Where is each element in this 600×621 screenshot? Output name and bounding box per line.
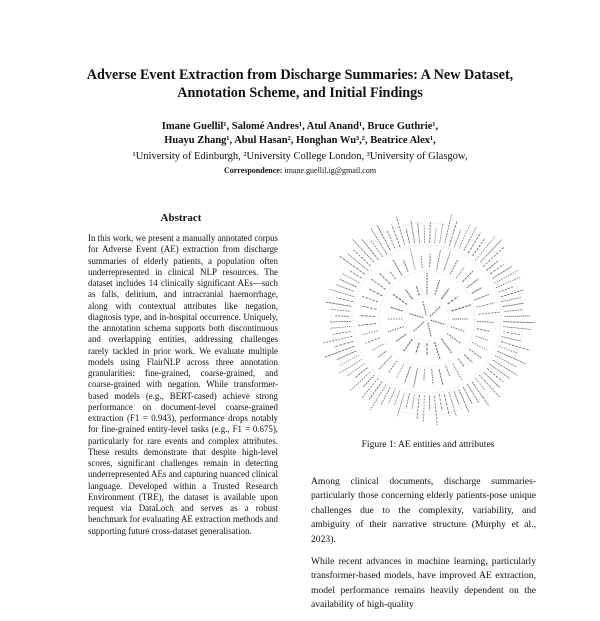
radial-label-mark-64 bbox=[479, 312, 500, 314]
radial-label-mark-128 bbox=[377, 225, 391, 251]
radial-label-mark-98 bbox=[362, 378, 378, 397]
radial-label-mark-42 bbox=[358, 324, 376, 326]
radial-label-mark-100 bbox=[350, 372, 371, 391]
radial-label-mark-40 bbox=[366, 338, 380, 344]
radial-label-mark-114 bbox=[326, 302, 351, 306]
radial-label-mark-23 bbox=[476, 336, 488, 340]
radial-label-mark-17 bbox=[435, 280, 440, 294]
radial-label-mark-160 bbox=[503, 322, 534, 323]
radial-label-mark-88 bbox=[423, 396, 424, 421]
author-list bbox=[40, 120, 560, 147]
radial-label-mark-49 bbox=[389, 271, 395, 279]
radial-label-mark-151 bbox=[493, 266, 512, 278]
radial-label-mark-38 bbox=[378, 351, 387, 358]
radial-label-mark-47 bbox=[371, 279, 385, 289]
radial-label-mark-153 bbox=[496, 277, 520, 288]
radial-label-mark-125 bbox=[362, 239, 379, 259]
abstract-heading: Abstract bbox=[88, 212, 274, 224]
radial-label-mark-122 bbox=[348, 254, 369, 271]
radial-label-mark-68 bbox=[501, 342, 530, 351]
radial-label-mark-78 bbox=[472, 382, 489, 405]
radial-label-mark-79 bbox=[467, 384, 479, 403]
radial-label-mark-12 bbox=[390, 307, 402, 311]
radial-label-mark-31 bbox=[432, 369, 433, 385]
correspondence-label: Correspondence: bbox=[224, 166, 283, 175]
figure-caption: Figure 1: AE entities and attributes bbox=[300, 440, 556, 450]
radial-center-mark-2 bbox=[428, 323, 431, 337]
radial-label-mark-91 bbox=[406, 393, 410, 408]
radial-center-mark-4 bbox=[410, 314, 423, 318]
radial-label-mark-118 bbox=[340, 279, 357, 287]
radial-label-mark-21 bbox=[477, 322, 494, 323]
radial-label-mark-134 bbox=[418, 222, 420, 243]
radial-label-mark-126 bbox=[370, 239, 382, 256]
radial-label-mark-133 bbox=[411, 221, 415, 243]
radial-label-mark-110 bbox=[330, 326, 350, 328]
radial-label-mark-34 bbox=[405, 366, 411, 382]
introduction-text bbox=[311, 475, 536, 621]
radial-label-mark-94 bbox=[388, 389, 395, 404]
radial-label-mark-26 bbox=[464, 355, 472, 363]
ae-entities-radial-diagram bbox=[316, 208, 538, 430]
correspondence-email[interactable]: imane.guellil.ig@gmail.com bbox=[284, 166, 376, 175]
radial-label-mark-60 bbox=[467, 279, 479, 288]
radial-label-mark-45 bbox=[362, 296, 378, 301]
radial-label-mark-27 bbox=[458, 359, 464, 367]
correspondence bbox=[40, 166, 560, 176]
radial-label-mark-10 bbox=[388, 327, 404, 332]
radial-label-mark-92 bbox=[397, 393, 404, 416]
radial-label-mark-24 bbox=[472, 342, 487, 350]
radial-label-mark-84 bbox=[444, 394, 449, 415]
affiliations: ¹University of Edinburgh, ²University College London, ³University of Glasgow, bbox=[40, 150, 560, 163]
radial-label-mark-2 bbox=[451, 327, 466, 332]
radial-center-mark-1 bbox=[431, 320, 444, 324]
title-line-2: Annotation Scheme, and Initial Findings bbox=[40, 84, 560, 102]
radial-label-mark-32 bbox=[424, 370, 425, 381]
radial-label-mark-51 bbox=[404, 260, 409, 271]
authors-line-2: Huayu Zhang¹, Abul Hasan², Honghan Wu³,², Beatrice Alex¹, bbox=[40, 134, 560, 148]
paper-title bbox=[40, 66, 560, 102]
radial-label-mark-46 bbox=[369, 289, 383, 296]
radial-label-mark-58 bbox=[456, 267, 464, 278]
radial-label-mark-109 bbox=[333, 331, 350, 334]
radial-label-mark-18 bbox=[441, 289, 449, 300]
radial-label-mark-4 bbox=[441, 339, 451, 353]
radial-label-mark-61 bbox=[472, 288, 482, 294]
radial-label-mark-69 bbox=[499, 346, 517, 353]
radial-label-mark-137 bbox=[435, 227, 437, 243]
radial-label-mark-56 bbox=[444, 251, 451, 271]
radial-label-mark-14 bbox=[406, 290, 413, 299]
radial-label-mark-9 bbox=[396, 334, 406, 341]
radial-label-mark-74 bbox=[487, 368, 503, 381]
radial-label-mark-132 bbox=[406, 229, 409, 244]
radial-label-mark-70 bbox=[497, 351, 526, 364]
radial-label-mark-13 bbox=[393, 294, 407, 304]
radial-label-mark-89 bbox=[417, 395, 419, 420]
radial-label-mark-66 bbox=[503, 332, 520, 335]
radial-label-mark-22 bbox=[477, 329, 489, 331]
radial-label-mark-152 bbox=[494, 270, 518, 283]
radial-label-mark-142 bbox=[459, 225, 470, 248]
radial-label-mark-158 bbox=[505, 310, 523, 312]
radial-label-mark-103 bbox=[339, 359, 362, 373]
radial-label-mark-111 bbox=[330, 321, 351, 322]
radial-label-mark-143 bbox=[464, 227, 477, 251]
radial-label-mark-39 bbox=[373, 344, 384, 350]
authors-line-1: Imane Guellil¹, Salomé Andres¹, Atul Anand¹, Bruce Guthrie¹, bbox=[40, 120, 560, 134]
radial-label-mark-83 bbox=[449, 392, 456, 416]
radial-label-mark-63 bbox=[477, 303, 495, 307]
radial-label-mark-37 bbox=[379, 356, 392, 369]
radial-ring-3 bbox=[353, 245, 501, 393]
radial-center-mark-3 bbox=[414, 322, 424, 332]
radial-label-mark-104 bbox=[339, 355, 359, 365]
radial-ring-4 bbox=[331, 223, 523, 415]
radial-label-mark-155 bbox=[501, 290, 524, 297]
radial-label-mark-97 bbox=[369, 381, 382, 399]
radial-label-mark-71 bbox=[495, 355, 516, 366]
radial-label-mark-19 bbox=[448, 296, 459, 304]
radial-label-mark-57 bbox=[450, 260, 457, 274]
radial-label-mark-44 bbox=[361, 306, 377, 309]
radial-label-mark-123 bbox=[354, 250, 371, 266]
radial-label-mark-65 bbox=[503, 327, 531, 330]
radial-label-mark-67 bbox=[502, 337, 521, 341]
radial-label-mark-141 bbox=[454, 229, 461, 247]
radial-label-mark-28 bbox=[453, 364, 462, 380]
radial-label-mark-127 bbox=[371, 228, 387, 254]
radial-label-mark-85 bbox=[439, 394, 442, 411]
radial-label-mark-117 bbox=[336, 284, 354, 291]
radial-label-mark-90 bbox=[412, 394, 414, 408]
radial-label-mark-5 bbox=[435, 342, 441, 359]
radial-label-mark-99 bbox=[363, 375, 374, 387]
radial-label-mark-136 bbox=[430, 222, 431, 242]
radial-label-mark-135 bbox=[424, 226, 425, 243]
radial-label-mark-108 bbox=[323, 336, 352, 343]
intro-paragraph-2: While recent advances in machine learning, particularly transformer-based models, have improved AE extraction, model performance remains heavily dependent on the availability of high-quality bbox=[311, 555, 536, 613]
radial-label-mark-20 bbox=[451, 305, 471, 312]
radial-label-mark-33 bbox=[414, 368, 418, 387]
radial-label-mark-8 bbox=[403, 339, 412, 351]
radial-label-mark-93 bbox=[394, 390, 400, 405]
radial-label-mark-82 bbox=[454, 391, 459, 404]
radial-label-mark-139 bbox=[445, 215, 452, 243]
radial-label-mark-15 bbox=[416, 285, 419, 295]
radial-label-mark-36 bbox=[388, 361, 397, 373]
radial-label-mark-54 bbox=[430, 254, 431, 268]
radial-label-mark-96 bbox=[370, 385, 386, 411]
radial-center-mark-6 bbox=[430, 307, 440, 317]
radial-label-mark-144 bbox=[468, 232, 481, 253]
radial-label-mark-102 bbox=[347, 363, 364, 375]
radial-label-mark-29 bbox=[445, 366, 449, 377]
title-line-1: Adverse Event Extraction from Discharge Summaries: A New Dataset, bbox=[40, 66, 560, 84]
radial-label-mark-25 bbox=[469, 349, 482, 358]
radial-label-mark-52 bbox=[410, 248, 415, 269]
radial-label-mark-48 bbox=[379, 273, 391, 284]
radial-label-mark-159 bbox=[505, 316, 531, 317]
radial-label-mark-7 bbox=[416, 343, 420, 354]
radial-label-mark-140 bbox=[449, 222, 456, 246]
radial-label-mark-30 bbox=[439, 369, 443, 385]
radial-label-mark-72 bbox=[493, 360, 518, 375]
radial-label-mark-62 bbox=[474, 294, 489, 300]
radial-label-mark-145 bbox=[472, 239, 484, 256]
radial-label-mark-120 bbox=[349, 270, 362, 278]
radial-label-mark-157 bbox=[503, 303, 524, 306]
radial-label-mark-107 bbox=[335, 341, 354, 347]
radial-label-mark-106 bbox=[325, 346, 354, 357]
radial-label-mark-55 bbox=[437, 250, 441, 270]
intro-paragraph-1: Among clinical documents, discharge summaries-particularly those concerning elderly patients-pose unique challenges due to the complexity, variability, and ambiguity of their narrative structure (Murphy et al., 2023). bbox=[311, 475, 536, 547]
radial-label-mark-43 bbox=[360, 316, 375, 317]
radial-label-mark-154 bbox=[499, 286, 514, 292]
radial-label-mark-121 bbox=[340, 256, 365, 274]
radial-label-mark-138 bbox=[440, 223, 443, 243]
radial-center-mark-5 bbox=[423, 301, 426, 315]
radial-label-mark-156 bbox=[501, 297, 520, 301]
radial-label-mark-86 bbox=[434, 396, 437, 425]
radial-label-mark-3 bbox=[447, 334, 461, 344]
radial-label-mark-115 bbox=[337, 298, 353, 302]
radial-label-mark-53 bbox=[421, 256, 422, 268]
radial-label-mark-73 bbox=[489, 364, 509, 379]
radial-label-mark-81 bbox=[459, 389, 469, 412]
radial-label-mark-101 bbox=[355, 368, 368, 378]
radial-label-mark-75 bbox=[484, 372, 500, 387]
radial-label-mark-41 bbox=[362, 331, 378, 335]
radial-ring-1 bbox=[405, 297, 449, 341]
radial-label-mark-113 bbox=[331, 309, 350, 311]
radial-label-mark-131 bbox=[396, 217, 404, 245]
abstract-text: In this work, we present a manually annotated corpus for Adverse Event (AE) extraction from discharge summaries of elderly patients, a population often underrepresented in clinical NLP resources. The dataset includes 14 clinically significant AEs—such as falls, delirium, and intracranial haemorrhage, along with contextual attributes like negation, diagnosis type, and in-hospital occurrence. Uniquely, the annotation schema supports both discontinuous and overlapping entities, addressing challenges rarely tackled in prior work. We evaluate multiple models using FlairNLP across three annotation granularities: fine-grained, coarse-grained, and coarse-grained with negation. While transformer-based models (e.g., BERT-cased) achieve strong performance on document-level coarse-grained extraction (F1 = 0.943), performance drops notably for fine-grained entity-level tasks (e.g., F1 = 0.675), particularly for rare events and complex attributes. These results demonstrate that despite high-level scores, significant challenges remain in detecting underrepresented AEs and capturing nuanced clinical language. Developed within a Trusted Research Environment (TRE), the dataset is available upon request via DataLoch and serves as a robust benchmark for evaluating AE extraction methods and supporting future cross-dataset generalisation. bbox=[88, 233, 278, 537]
radial-label-mark-59 bbox=[462, 271, 473, 282]
radial-label-mark-50 bbox=[393, 260, 402, 275]
radial-label-mark-35 bbox=[396, 364, 403, 378]
